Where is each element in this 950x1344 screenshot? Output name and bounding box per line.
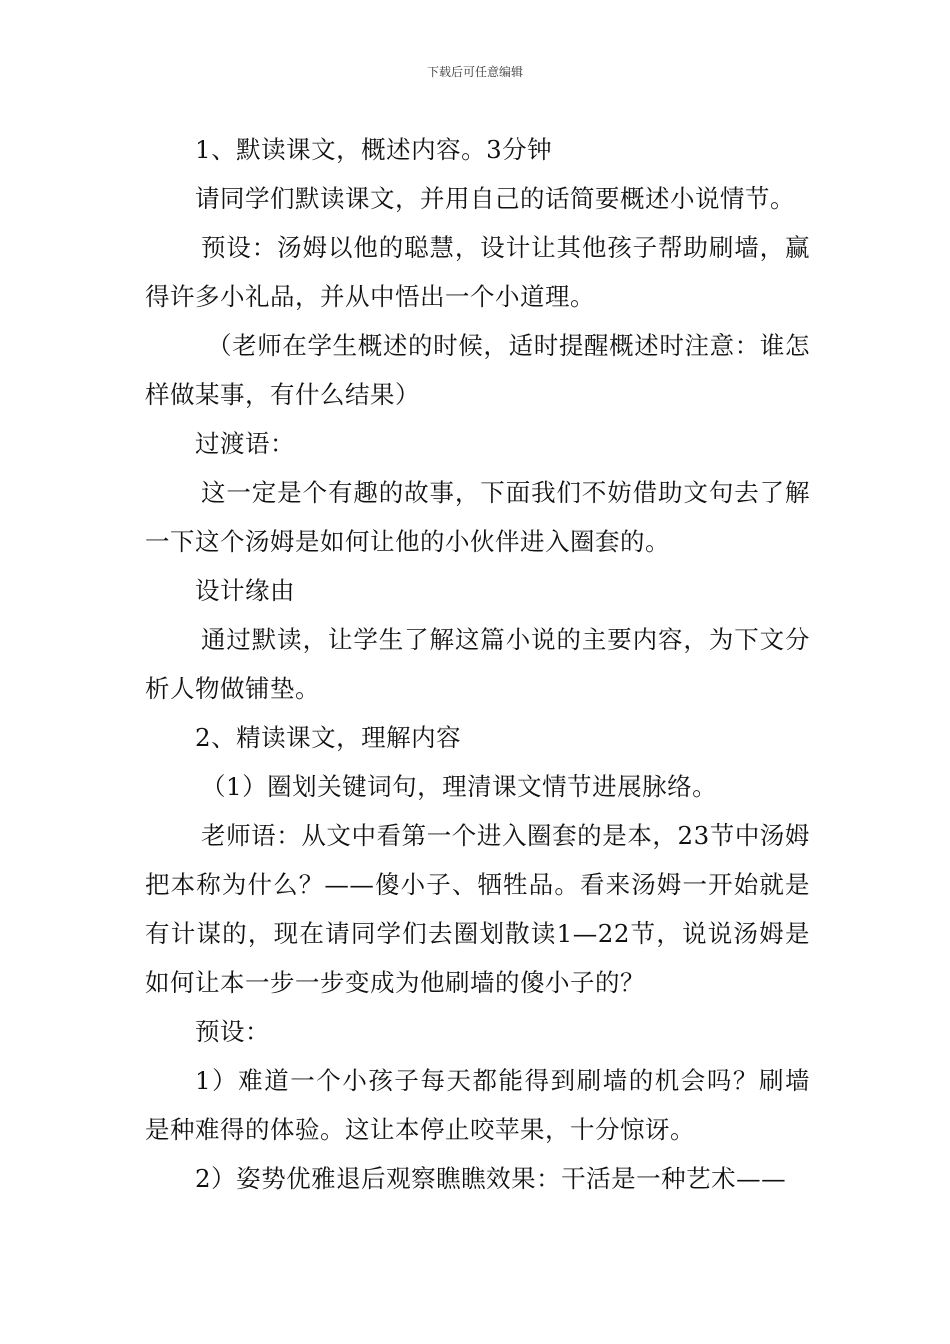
paragraph-5: 过渡语： bbox=[195, 429, 295, 458]
paragraph-13: 1）难道一个小孩子每天都能得到刷墙的机会吗？刷墙是种难得的体验。这让本停止咬苹果，十分惊讶。 bbox=[145, 1066, 810, 1144]
paragraph-2: 请同学们默读课文，并用自己的话简要概述小说情节。 bbox=[195, 184, 795, 213]
paragraph-9: 2、精读课文，理解内容 bbox=[195, 723, 462, 752]
paragraph-4: （老师在学生概述的时候，适时提醒概述时注意：谁怎样做某事，有什么结果） bbox=[145, 331, 810, 409]
paragraph-10: （1）圈划关键词句，理清课文情节进展脉络。 bbox=[201, 772, 718, 801]
document-body bbox=[145, 125, 810, 1203]
paragraph-7: 设计缘由 bbox=[195, 576, 295, 605]
paragraph-14: 2）姿势优雅退后观察瞧瞧效果：干活是一种艺术—— bbox=[195, 1164, 787, 1193]
paragraph-6: 这一定是个有趣的故事，下面我们不妨借助文句去了解一下这个汤姆是如何让他的小伙伴进入圈套的。 bbox=[145, 478, 810, 556]
paragraph-11: 老师语：从文中看第一个进入圈套的是本，23节中汤姆把本称为什么？——傻小子、牺牲品。看来汤姆一开始就是有计谋的，现在请同学们去圈划散读1—22节，说说汤姆是如何让本一步一步变成为他刷墙的傻小子的？ bbox=[145, 821, 810, 997]
paragraph-1: 1、默读课文，概述内容。3分钟 bbox=[195, 135, 553, 164]
paragraph-8: 通过默读，让学生了解这篇小说的主要内容，为下文分析人物做铺垫。 bbox=[145, 625, 810, 703]
paragraph-12: 预设： bbox=[195, 1017, 270, 1046]
page-header-note: 下载后可任意编辑 bbox=[426, 65, 523, 79]
paragraph-3: 预设：汤姆以他的聪慧，设计让其他孩子帮助刷墙，赢得许多小礼品，并从中悟出一个小道理。 bbox=[145, 233, 810, 311]
